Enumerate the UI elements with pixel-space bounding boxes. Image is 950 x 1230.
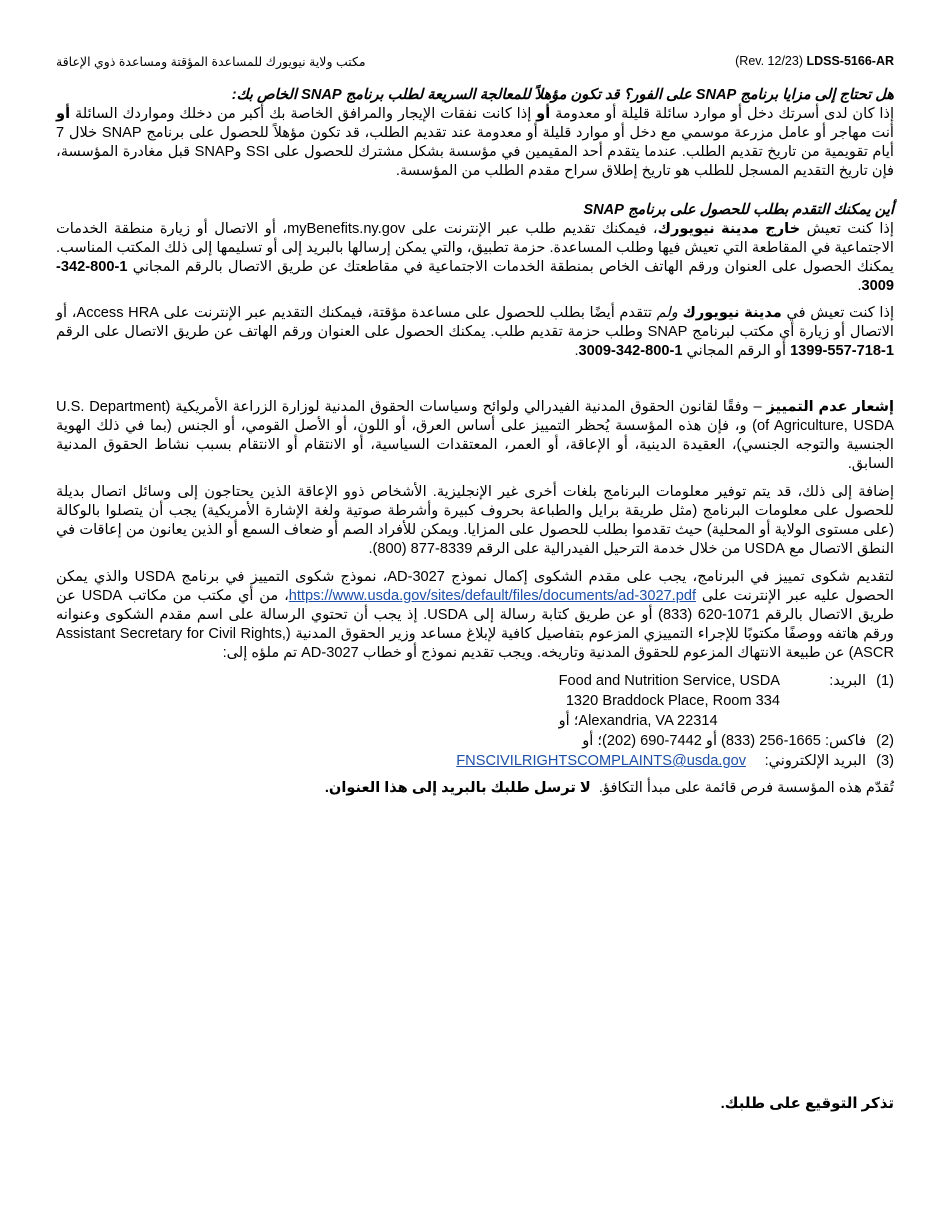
nondiscrimination-p3: لتقديم شكوى تمييز في البرنامج، يجب على مقدم الشكوى إكمال نموذج AD-3027، نموذج شكوى التمييز في برنامج USDA والذي يمكن الحصول عليه عبر الإنترنت على https://www.usda.gov/sites/default/files/documents/ad-3027.pdf، من أي مكتب من مكاتب USDA عن طريق الاتصال بالرقم 1071-620 (833) أو عن طريق كتابة رسالة إلى USDA. إذ يجب أن تحتوي الرسالة على اسم مقدم الشكوى وعنوانه ورقم هاتفه ووصفًا مكتوبًا للإجراء التمييزي المزعوم بتفاصيل كافية لإبلاغ مساعد وزير الحقوق المدنية (Assistant Secretary for Civil Rights, ASCR) عن طبيعة الانتهاك المزعوم للحقوق المدنية وتاريخه. ويجب تقديم نموذج أو خطاب AD-3027 تم ملؤه إلى: — [56, 569, 895, 661]
mail-address: Food and Nutrition Service, USDA 1320 Braddock Place, Room 334 Alexandria, VA 22314؛ أو — [558, 673, 780, 729]
nondiscrimination-section — [56, 398, 894, 798]
where-apply-heading: أين يمكنك التقدم بطلب للحصول على برنامج SNAP — [583, 202, 894, 218]
email-link[interactable]: FNSCIVILRIGHTSCOMPLAINTS@usda.gov — [456, 753, 746, 769]
expedited-body: إذا كان لدى أسرتك دخل أو موارد سائلة قليلة أو معدومة أو إذا كانت نفقات الإيجار والمرافق الخاصة بك أكبر من دخلك ومواردك السائلة أو أنت مهاجر أو عامل مزرعة موسمي مع دخل أو موارد قليلة أو معدومة عند تقديم الطلب، قد تكون مؤهلاً للحصول على برنامج SNAP خلال 7 أيام تقويمية من تاريخ تقديم الطلب. عندما يتقدم أحد المقيمين في مؤسسة بشكل مشترك للحصول على SSI وSNAP قبل مغادرة المؤسسة، فإن تاريخ التقديم المسجل للطلب هو تاريخ إطلاق سراح مقدم الطلب من المؤسسة. — [56, 106, 895, 179]
nondiscrimination-title: إشعار عدم التمييز — [766, 399, 894, 415]
nondiscrimination-p2: إضافة إلى ذلك، قد يتم توفير معلومات البرنامج بلغات أخرى غير الإنجليزية. الأشخاص ذوو الإعاقة الذين يحتاجون إلى وسائل اتصال بديلة للحصول على معلومات البرنامج (مثل طريقة برايل والطباعة بحروف كبيرة وأشرطة صوتية ولغة الإشارة الأمريكية) يجب أن يتصلوا بالوكالة (على مستوى الولاية أو المحلية) حيث تقدموا بطلب للحصول على المزايا. ويمكن للأفراد الصم أو ضعاف السمع أو الذين يعانون من إعاقات في النطق الاتصال مع USDA من خلال خدمة الترحيل الفيدرالية على الرقم 8339-877 (800). — [56, 484, 894, 557]
fax-text: فاكس: 1665-256 (833) أو 7442-690 (202)؛ أو — [582, 733, 866, 749]
mail-label: البريد: — [829, 673, 866, 689]
fax-row: (2) فاكس: 1665-256 (833) أو 7442-690 (202)؛ أو — [582, 733, 894, 749]
toll-free-phone: 1-800-342-3009 — [56, 259, 894, 294]
mail-row: (1) البريد: Food and Nutrition Service, USDA 1320 Braddock Place, Room 334 Alexandria, VA 22314؛ أو — [558, 673, 894, 729]
nondiscrimination-p1: إشعار عدم التمييز – وفقًا لقانون الحقوق المدنية الفيدرالي ولوائح وسياسات الحقوق المدنية لوزارة الزراعة الأمريكية (U.S. Department of Agriculture, USDA) و، فإن هذه المؤسسة يُحظر التمييز على أساس العرق، أو اللون، أو الأصل القومي، أو الجنس (بما في ذلك الهوية الجنسية والتوجه الجنسي)، العقيدة الدينية، أو الإعاقة، أو العمر، المعتقدات السياسية، أو الانتقام أو الانتقام بسبب نشاط الحقوق المدنية السابق. — [56, 399, 894, 472]
form-id — [735, 54, 894, 68]
expedited-heading: هل تحتاج إلى مزايا برنامج SNAP على الفور؟ قد تكون مؤهلاً للمعالجة السريعة لطلب برنامج SNAP الخاص بك: — [231, 87, 894, 103]
outside-nyc-paragraph: إذا كنت تعيش خارج مدينة نيويورك، فيمكنك تقديم طلب عبر الإنترنت على myBenefits.ny.gov، أو الاتصال أو زيارة منطقة الخدمات الاجتماعية في المقاطعة التي تعيش فيها وطلب المساعدة. حزمة تطبيق، والتي يمكن إرسالها بالبريد إلى أو تسليمها إلى ذلك المكتب المناسب. يمكنك الحصول على العنوان ورقم الهاتف الخاص بمنطقة الخدمات الاجتماعية في مقاطعتك عن طريق الاتصال بالرقم المجاني 1-800-342-3009. — [56, 221, 894, 294]
equal-opportunity-line: تُقدّم هذه المؤسسة فرص قائمة على مبدأ التكافؤ. لا ترسل طلبك بالبريد إلى هذا العنوان. — [324, 780, 894, 796]
ad3027-link[interactable]: https://www.usda.gov/sites/default/files/documents/ad-3027.pdf — [288, 588, 697, 604]
where-apply-section — [56, 201, 894, 361]
email-row: (3) البريد الإلكتروني: FNSCIVILRIGHTSCOMPLAINTS@usda.gov — [456, 753, 894, 769]
nyc-paragraph: إذا كنت تعيش في مدينة نيويورك ولم تتقدم أيضًا بطلب للحصول على مساعدة مؤقتة، فيمكنك التقديم عبر الإنترنت على Access HRA، أو الاتصال أو زيارة أي مكتب لبرنامج SNAP وطلب حزمة تقديم طلب. يمكنك الحصول على العنوان ورقم الهاتف عن طريق الاتصال على الرقم 1-718-557-1399 أو الرقم المجاني 1-800-342-3009. — [56, 305, 894, 359]
signature-reminder: تذكر التوقيع على طلبك. — [720, 1095, 894, 1112]
nyc-phone: 1-718-557-1399 — [790, 343, 894, 359]
no-mail-warning: لا ترسل طلبك بالبريد إلى هذا العنوان. — [324, 780, 591, 796]
revision-date: (Rev. 12/23) — [735, 54, 803, 68]
form-number: LDSS-5166-AR — [806, 54, 894, 68]
contact-list — [56, 671, 894, 771]
toll-free-phone-2: 1-800-342-3009 — [578, 343, 683, 359]
expedited-section — [56, 86, 894, 181]
email-label: البريد الإلكتروني: — [764, 753, 866, 769]
office-name: مكتب ولاية نيويورك للمساعدة المؤقتة ومساعدة ذوي الإعاقة — [56, 55, 366, 69]
